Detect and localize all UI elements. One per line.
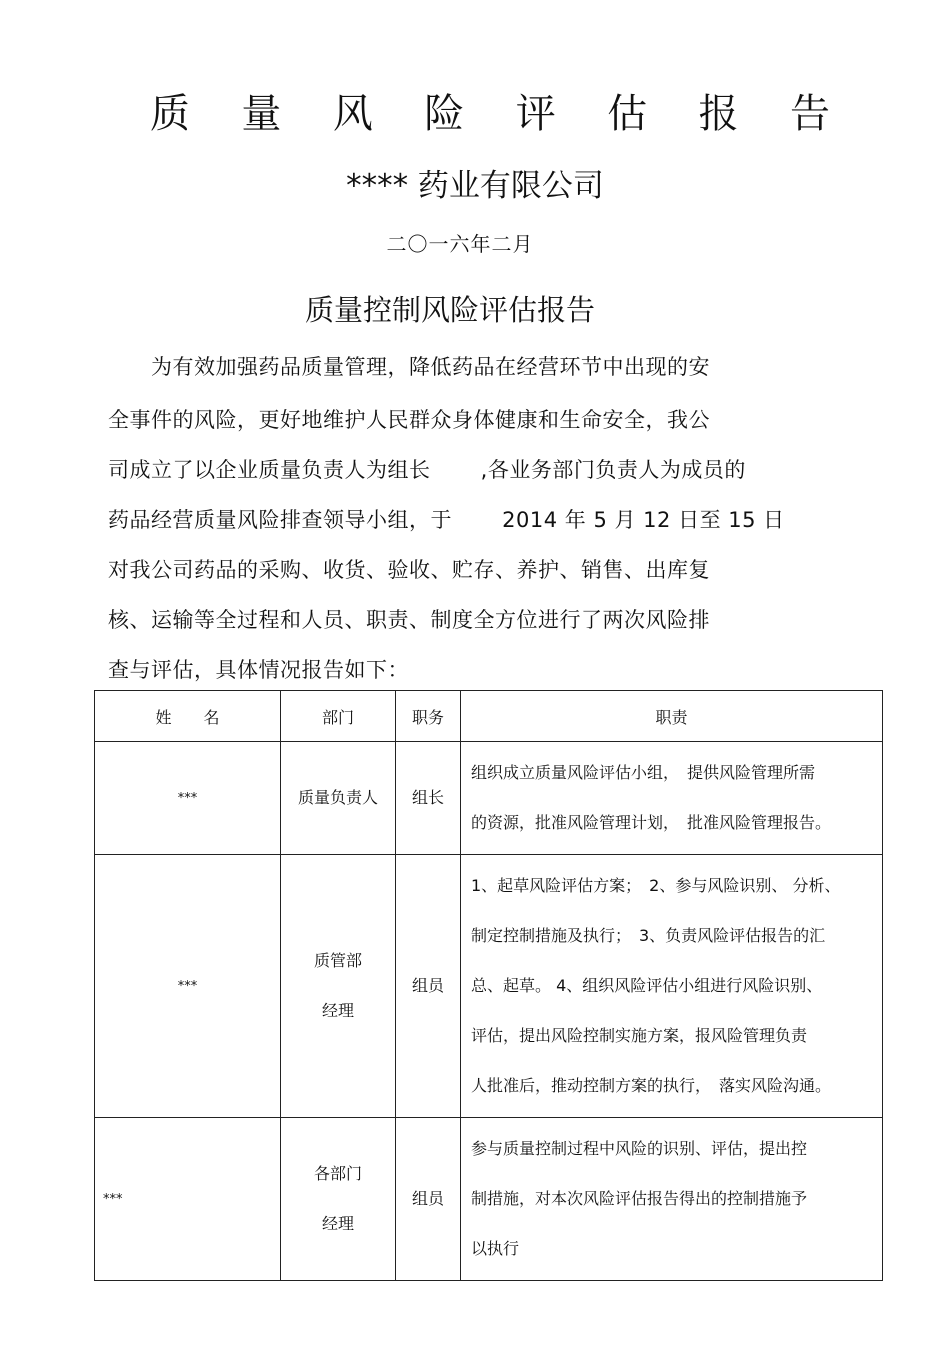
cell-dept xyxy=(281,742,396,855)
cell-name: *** xyxy=(95,742,281,855)
cell-role: 组长 xyxy=(396,742,461,855)
header-name: 姓 名 xyxy=(95,691,281,742)
title-char: 估 xyxy=(607,91,648,137)
cell-dept xyxy=(281,855,396,1118)
header-dept: 部门 xyxy=(281,691,396,742)
intro-line: 为有效加强药品质量管理，降低药品在经营环节中出现的安 xyxy=(108,355,710,379)
header-role: 职务 xyxy=(396,691,461,742)
report-subtitle: 质量控制风险评估报告 xyxy=(304,293,595,327)
title-char: 质 xyxy=(150,91,190,137)
dept-line: 经理 xyxy=(321,1001,354,1020)
title-char: 评 xyxy=(515,91,556,137)
intro-line: 药品经营质量风险排查领导小组，于 2014 年 5 月 12 日至 15 日 xyxy=(108,508,785,532)
table-row xyxy=(95,1118,883,1281)
cell-duty xyxy=(461,742,883,855)
intro-line: 查与评估，具体情况报告如下： xyxy=(108,658,409,682)
duty-line: 人批准后，推动控制方案的执行， 落实风险沟通。 xyxy=(471,1076,832,1095)
title-char: 告 xyxy=(789,91,830,137)
duty-line: 评估，提出风险控制实施方案，报风险管理负责 xyxy=(471,1026,808,1045)
company-name: **** 药业有限公司 xyxy=(346,168,604,204)
title-char: 风 xyxy=(332,91,373,137)
title-char: 报 xyxy=(698,91,739,137)
intro-line: 司成立了以企业质量负责人为组长 ,各业务部门负责人为成员的 xyxy=(108,458,746,482)
table-row xyxy=(95,855,883,1118)
dept-line: 质管部 xyxy=(313,951,362,970)
table-header-row xyxy=(95,691,883,742)
duty-line: 制定控制措施及执行； 3、负责风险评估报告的汇 xyxy=(471,926,826,945)
dept-line: 各部门 xyxy=(313,1164,362,1183)
cell-duty xyxy=(461,855,883,1118)
cell-name: *** xyxy=(95,855,281,1118)
cell-name: *** xyxy=(95,1118,281,1281)
duty-line: 总、起草。 4、组织风险评估小组进行风险识别、 xyxy=(471,976,823,995)
cell-dept xyxy=(281,1118,396,1281)
duty-line: 参与质量控制过程中风险的识别、评估，提出控 xyxy=(471,1139,808,1158)
duty-line: 的资源，批准风险管理计划， 批准风险管理报告。 xyxy=(471,813,832,832)
cell-duty xyxy=(461,1118,883,1281)
team-table xyxy=(94,690,883,1281)
intro-line: 对我公司药品的采购、收货、验收、贮存、养护、销售、出库复 xyxy=(108,558,710,582)
duty-line: 制措施，对本次风险评估报告得出的控制措施予 xyxy=(471,1189,808,1208)
intro-line: 核、运输等全过程和人员、职责、制度全方位进行了两次风险排 xyxy=(108,608,710,632)
cell-role: 组员 xyxy=(396,855,461,1118)
table-row xyxy=(95,742,883,855)
report-title xyxy=(150,88,830,140)
duty-line: 组织成立质量风险评估小组， 提供风险管理所需 xyxy=(471,763,816,782)
duty-line: 以执行 xyxy=(471,1239,520,1258)
intro-line: 全事件的风险，更好地维护人民群众身体健康和生命安全，我公 xyxy=(108,408,710,432)
dept-line: 质量负责人 xyxy=(297,788,378,807)
duty-line: 1、起草风险评估方案； 2、参与风险识别、 分析、 xyxy=(471,876,841,895)
dept-line: 经理 xyxy=(321,1214,354,1233)
report-date: 二〇一六年二月 xyxy=(386,232,534,256)
title-char: 险 xyxy=(424,91,465,137)
title-char: 量 xyxy=(241,91,282,137)
cell-role: 组员 xyxy=(396,1118,461,1281)
header-duty: 职责 xyxy=(461,691,883,742)
